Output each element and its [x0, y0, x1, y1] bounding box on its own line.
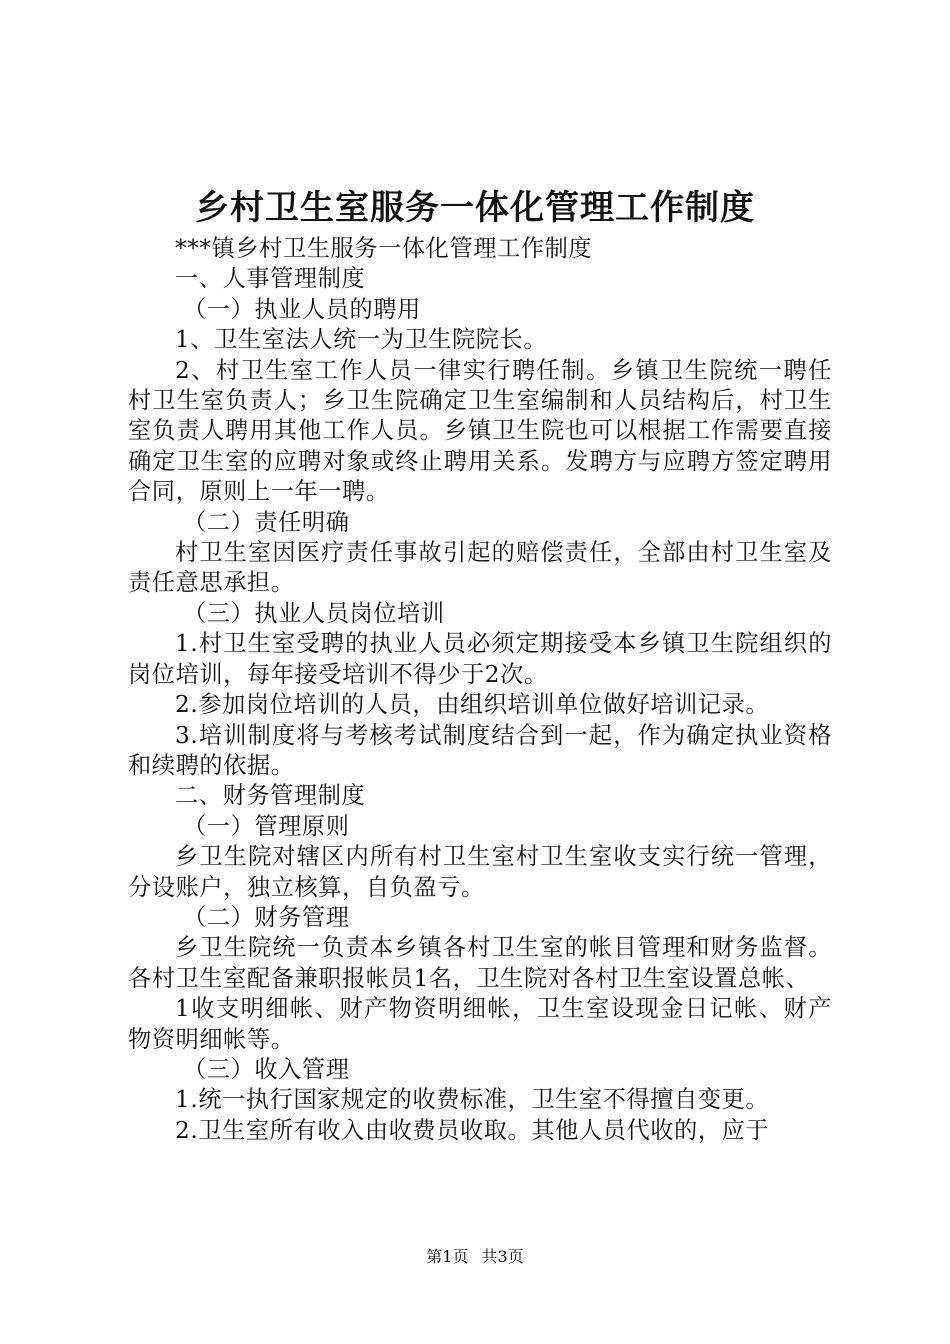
subsection-heading: （一）执业人员的聘用 — [183, 295, 421, 323]
page-number: 第1页 — [426, 1247, 469, 1266]
subsection-heading: （三）执业人员岗位培训 — [183, 599, 445, 627]
paragraph-subtitle: ***镇乡村卫生服务一体化管理工作制度 — [175, 235, 593, 262]
section-heading: 一、人事管理制度 — [175, 265, 366, 293]
paragraph: 1、卫生室法人统一为卫生院院长。 — [175, 326, 548, 354]
section-heading: 二、财务管理制度 — [175, 782, 366, 810]
paragraph: 1.村卫生室受聘的执业人员必须定期接受本乡镇卫生院组织的岗位培训，每年接受培训不得少于2次。 — [128, 630, 832, 688]
paragraph: 村卫生室因医疗责任事故引起的赔偿责任，全部由村卫生室及责任意思承担。 — [128, 539, 832, 597]
paragraph: 1.统一执行国家规定的收费标准，卫生室不得擅自变更。 — [175, 1086, 770, 1114]
paragraph: 乡卫生院对辖区内所有村卫生室村卫生室收支实行统一管理，分设账户，独立核算，自负盈亏。 — [128, 843, 832, 901]
paragraph: 3.培训制度将与考核考试制度结合到一起，作为确定执业资格和续聘的依据。 — [128, 721, 832, 779]
document-body — [128, 234, 832, 1146]
subsection-heading: （一）管理原则 — [183, 812, 350, 840]
paragraph: 2、村卫生室工作人员一律实行聘任制。乡镇卫生院统一聘任村卫生室负责人；乡卫生院确定卫生室编制和人员结构后，村卫生室负责人聘用其他工作人员。乡镇卫生院也可以根据工作需要直接确定卫生室的应聘对象或终止聘用关系。发聘方与应聘方签定聘用合同，原则上一年一聘。 — [128, 356, 832, 506]
subsection-heading: （二）财务管理 — [183, 903, 350, 931]
page-footer — [0, 1246, 950, 1268]
document-title: 乡村卫生室服务一体化管理工作制度 — [195, 188, 755, 228]
paragraph: 2.参加岗位培训的人员，由组织培训单位做好培训记录。 — [175, 691, 770, 719]
page-total: 共3页 — [481, 1247, 524, 1266]
subsection-heading: （二）责任明确 — [183, 508, 350, 536]
paragraph: 1收支明细帐、财产物资明细帐，卫生室设现金日记帐、财产物资明细帐等。 — [128, 995, 832, 1053]
paragraph: 2.卫生室所有收入由收费员收取。其他人员代收的，应于 — [175, 1116, 770, 1144]
paragraph: 乡卫生院统一负责本乡镇各村卫生室的帐目管理和财务监督。各村卫生室配备兼职报帐员1名，卫生院对各村卫生室设置总帐、 — [128, 934, 832, 992]
subsection-heading: （三）收入管理 — [183, 1055, 350, 1083]
